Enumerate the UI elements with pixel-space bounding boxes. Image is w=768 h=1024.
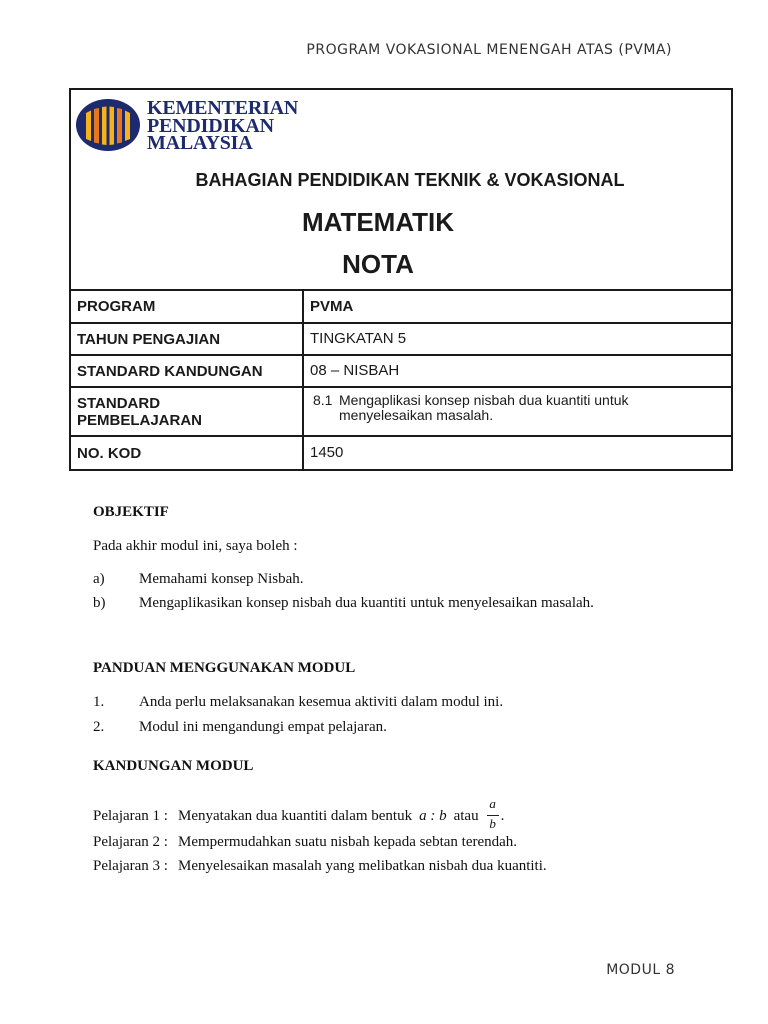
learning-standard-line: menyelesaikan masalah.	[339, 407, 494, 423]
list-item-text: Mengaplikasikan konsep nisbah dua kuantiti untuk menyelesaikan masalah.	[139, 595, 594, 611]
module-info-table	[71, 289, 731, 469]
objectives-intro: Pada akhir modul ini, saya boleh :	[93, 538, 298, 554]
list-marker: b)	[93, 595, 106, 611]
list-marker: a)	[93, 571, 105, 587]
info-label: PROGRAM	[77, 298, 156, 315]
ministry-logo-text	[147, 97, 299, 154]
info-row-standard-pembelajaran	[71, 386, 731, 435]
lesson-text: Menyatakan dua kuantiti dalam bentuk	[178, 808, 413, 824]
lesson-label: Pelajaran 1 :	[93, 808, 168, 824]
list-item-text: Modul ini mengandungi empat pelajaran.	[139, 719, 387, 735]
lesson-label: Pelajaran 3 :	[93, 858, 168, 874]
lesson-connector: atau	[453, 808, 479, 824]
info-row-tahun-pengajian	[71, 322, 731, 354]
division-title: BAHAGIAN PENDIDIKAN TEKNIK & VOKASIONAL	[195, 170, 625, 190]
subject-title: MATEMATIK	[301, 207, 455, 237]
ministry-logo	[75, 98, 307, 154]
list-item-text: Memahami konsep Nisbah.	[139, 571, 304, 587]
list-item	[93, 570, 304, 588]
cover-box	[69, 88, 733, 471]
lesson-item	[93, 796, 505, 831]
list-marker: 2.	[93, 719, 105, 735]
lesson-end-punctuation: .	[500, 808, 505, 824]
logo-line-kementerian: KEMENTERIAN	[147, 97, 299, 119]
info-label-line: PEMBELAJARAN	[77, 411, 203, 429]
info-value-learning-standard	[302, 388, 731, 435]
objectives-heading: OBJEKTIF	[93, 504, 169, 520]
fraction-notation	[487, 796, 499, 831]
lesson-item	[93, 857, 547, 875]
document-type-title: NOTA	[342, 249, 414, 279]
ratio-notation: a : b	[419, 808, 447, 824]
list-item	[93, 718, 387, 736]
list-item	[93, 594, 594, 612]
list-item	[93, 693, 503, 711]
lesson-item	[93, 833, 517, 851]
fraction-denominator: b	[489, 816, 496, 831]
info-label-stack	[77, 395, 202, 429]
lesson-text: Mempermudahkan suatu nisbah kepada sebtan terendah.	[178, 834, 518, 850]
info-row-no-kod	[71, 435, 731, 469]
learning-standard-number: 8.1	[313, 392, 333, 408]
lesson-text: Menyelesaikan masalah yang melibatkan nisbah dua kuantiti.	[178, 858, 547, 874]
list-marker: 1.	[93, 694, 105, 710]
lesson-label: Pelajaran 2 :	[93, 834, 168, 850]
info-row-standard-kandungan	[71, 354, 731, 386]
learning-standard-line: Mengaplikasi konsep nisbah dua kuantiti untuk	[339, 392, 629, 408]
info-label: TAHUN PENGAJIAN	[77, 330, 221, 348]
info-label: STANDARD KANDUNGAN	[77, 362, 263, 380]
info-label: NO. KOD	[77, 444, 142, 462]
info-value: PVMA	[302, 291, 731, 322]
info-value: 1450	[302, 437, 731, 469]
learning-standard-text	[339, 393, 629, 423]
logo-line-malaysia: MALAYSIA	[147, 132, 253, 154]
fraction-numerator: a	[489, 796, 496, 811]
contents-heading: KANDUNGAN MODUL	[93, 758, 254, 774]
logo-line-pendidikan: PENDIDIKAN	[147, 114, 274, 137]
page-footer-module-label: MODUL 8	[606, 962, 675, 978]
guide-heading: PANDUAN MENGGUNAKAN MODUL	[93, 660, 356, 676]
info-label	[71, 388, 302, 435]
kpm-emblem-icon	[75, 98, 141, 152]
info-label-line: STANDARD	[77, 394, 161, 412]
page-header-program-title: PROGRAM VOKASIONAL MENENGAH ATAS (PVMA)	[306, 42, 672, 58]
info-value: 08 – NISBAH	[302, 356, 731, 386]
info-value: TINGKATAN 5	[302, 324, 731, 354]
list-item-text: Anda perlu melaksanakan kesemua aktiviti dalam modul ini.	[139, 694, 504, 710]
info-row-program	[71, 289, 731, 322]
